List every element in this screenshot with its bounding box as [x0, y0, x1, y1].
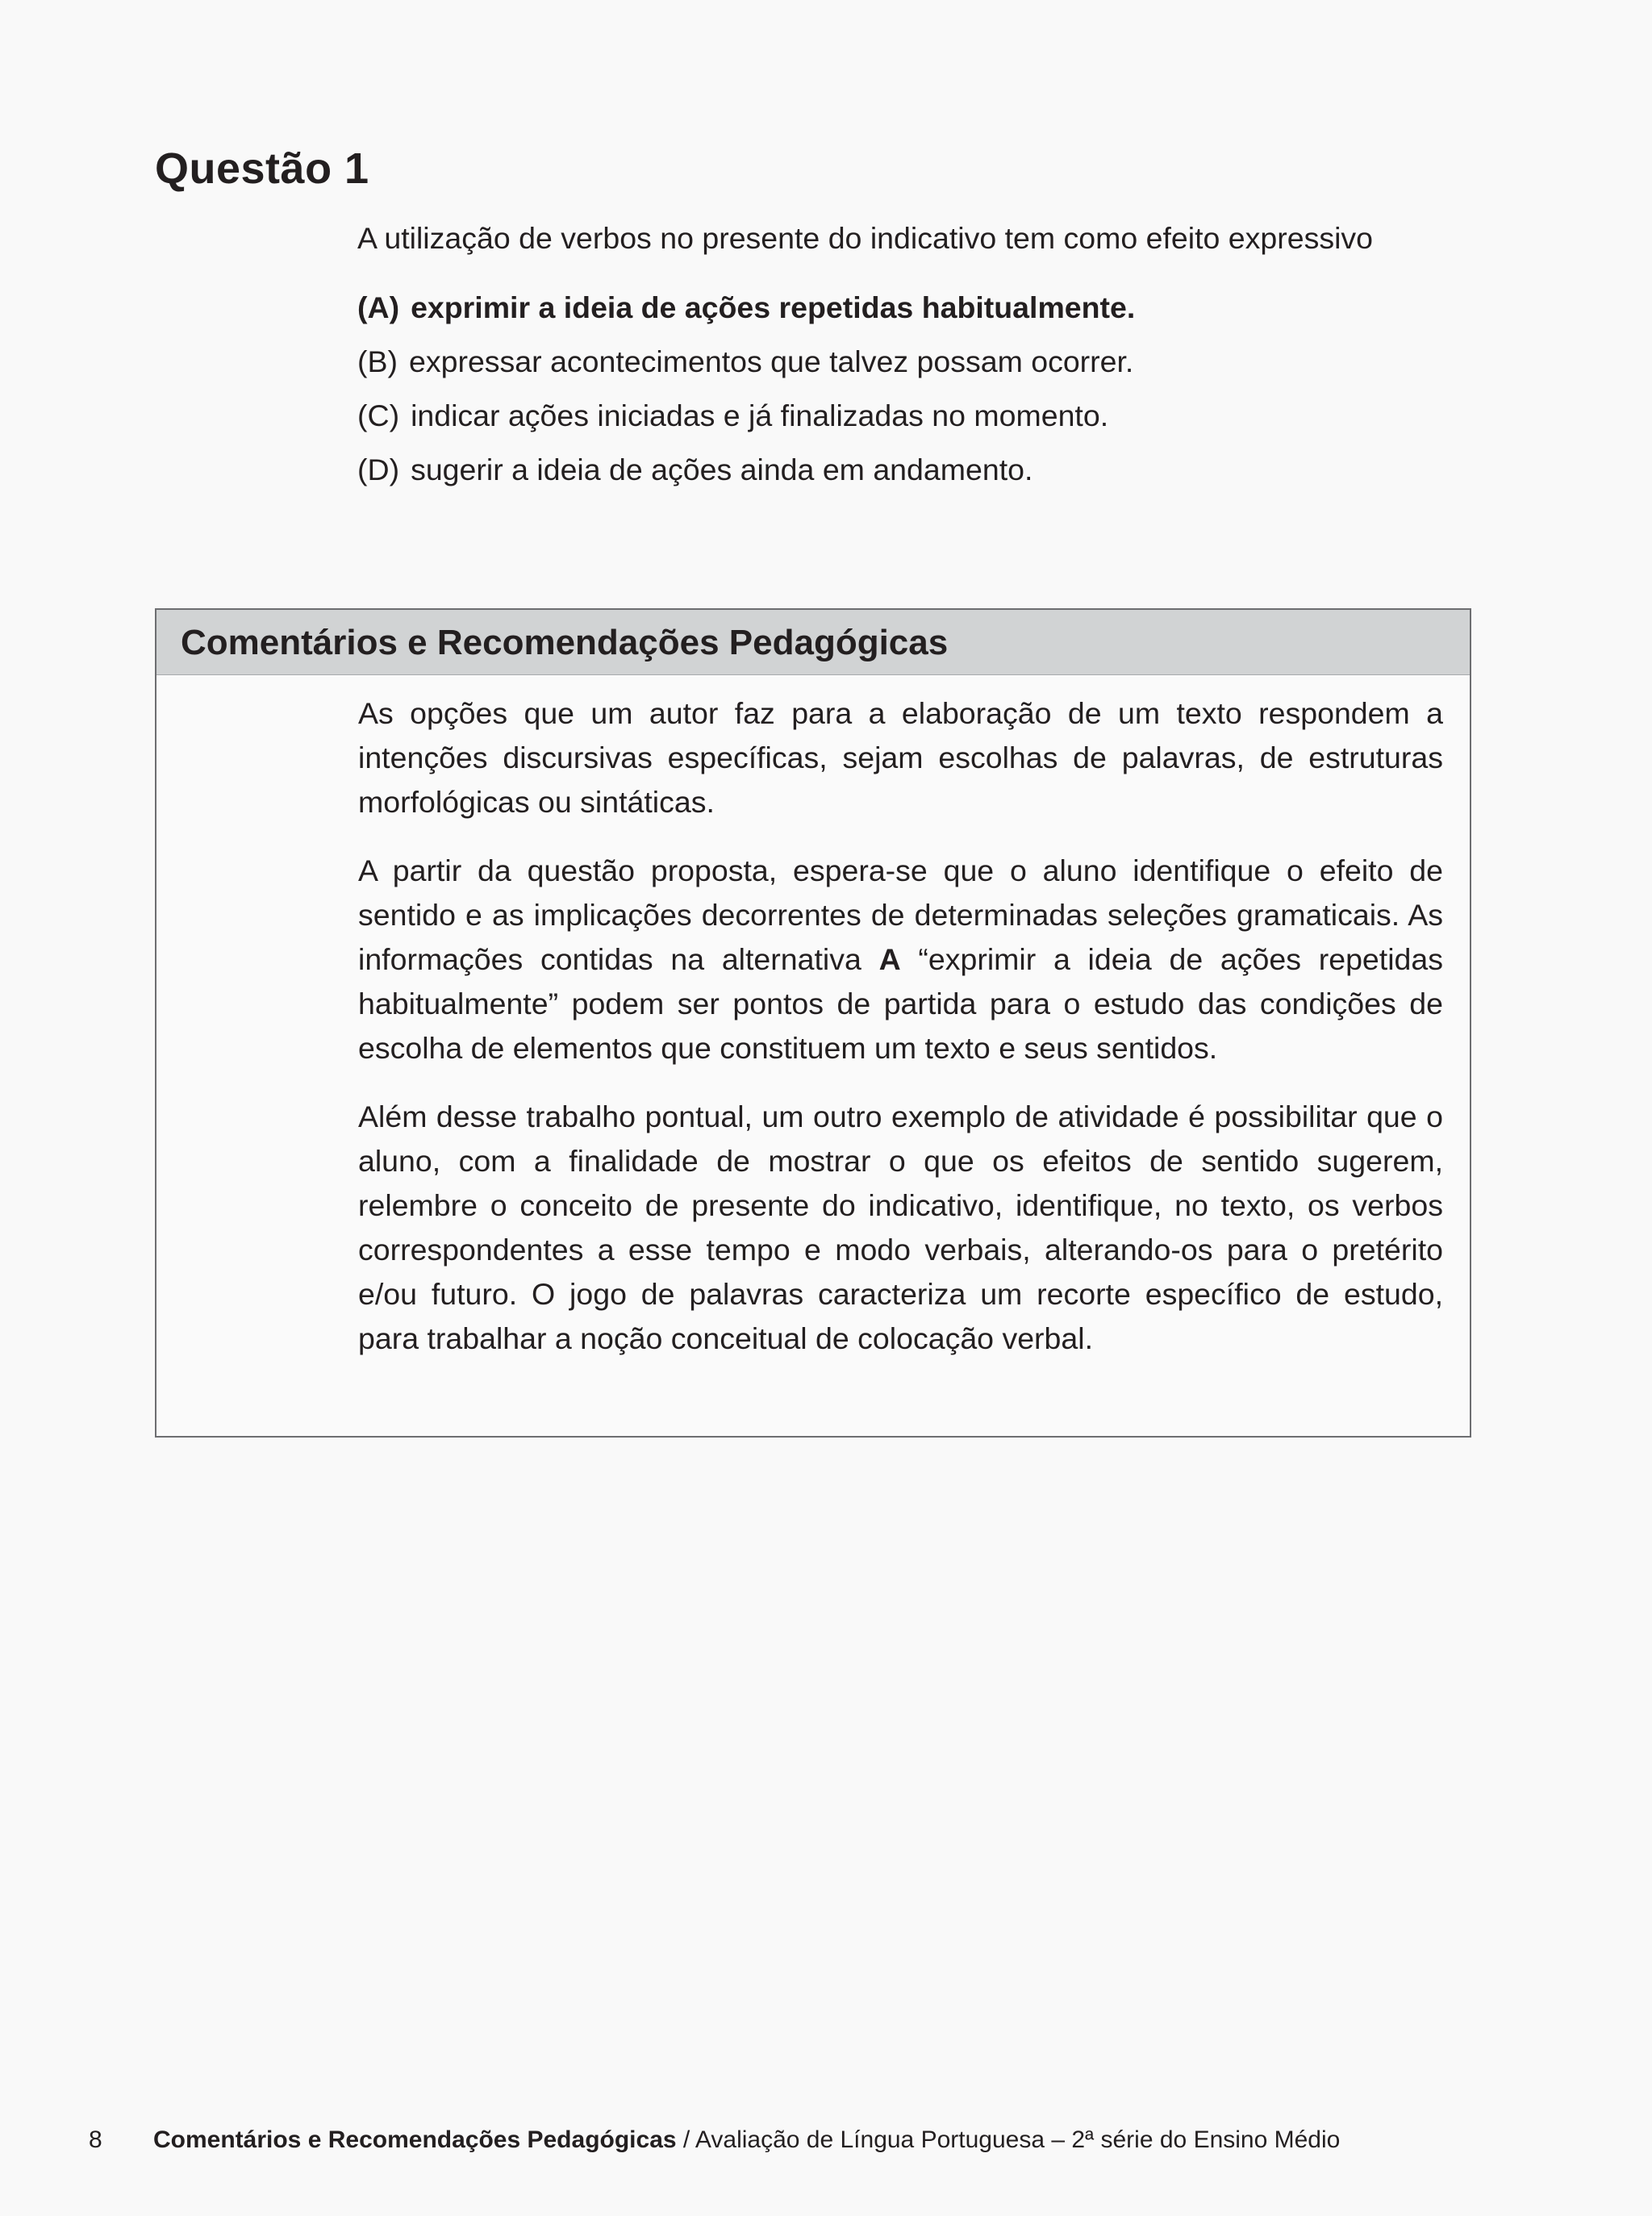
paragraph-text: A partir da questão proposta, espera-se que o aluno identifique o efeito de sentido e as implicações decorrentes de determinadas seleções gramaticais. As informações contidas na alternativa — [358, 853, 1443, 976]
comments-paragraph-2 — [358, 849, 1443, 1070]
option-letter: (C) — [357, 399, 400, 432]
question-stem: A utilização de verbos no presente do indicativo tem como efeito expressivo — [357, 221, 1374, 255]
option-letter: (B) — [357, 344, 398, 378]
option-letter: (A) — [357, 290, 400, 324]
option-a — [357, 287, 1135, 341]
option-d — [357, 449, 1135, 503]
footer-subtitle: / Avaliação de Língua Portuguesa – 2ª série do Ensino Médio — [676, 2126, 1341, 2153]
comments-paragraph-1: As opções que um autor faz para a elaboração de um texto respondem a intenções discursivas específicas, sejam escolhas de palavras, de estruturas morfológicas ou sintáticas. — [358, 696, 1443, 819]
page-footer — [89, 2126, 1340, 2154]
paragraph-text: “exprimir a ideia de ações repetidas habitualmente” podem ser pontos de partida para o estudo das condições de escolha de elementos que constituem um texto e seus sentidos. — [358, 942, 1443, 1065]
option-letter: (D) — [357, 453, 400, 486]
option-text: indicar ações iniciadas e já finalizadas no momento. — [411, 399, 1109, 432]
option-text: expressar acontecimentos que talvez possam ocorrer. — [409, 344, 1134, 378]
alternative-highlight: A — [878, 942, 901, 976]
page-number: 8 — [89, 2126, 102, 2153]
question-title: Questão 1 — [155, 144, 369, 193]
comments-paragraph-3: Além desse trabalho pontual, um outro exemplo de atividade é possibilitar que o aluno, com a finalidade de mostrar o que os efeitos de sentido sugerem, relembre o conceito de presente do indicativo, identifique, no texto, os verbos correspondentes a esse tempo e modo verbais, alterando-os para o pretérito e/ou futuro. O jogo de palavras caracteriza um recorte específico de estudo, para trabalhar a noção conceitual de colocação verbal. — [358, 1100, 1443, 1355]
option-b — [357, 341, 1135, 395]
comments-body — [358, 691, 1443, 1385]
option-text: exprimir a ideia de ações repetidas habitualmente. — [411, 290, 1136, 324]
comments-header: Comentários e Recomendações Pedagógicas — [156, 610, 1470, 675]
option-c — [357, 395, 1135, 449]
option-text: sugerir a ideia de ações ainda em andamento. — [411, 453, 1033, 486]
answer-options — [357, 287, 1135, 503]
footer-title: Comentários e Recomendações Pedagógicas — [153, 2126, 677, 2153]
comments-box — [155, 608, 1471, 1438]
